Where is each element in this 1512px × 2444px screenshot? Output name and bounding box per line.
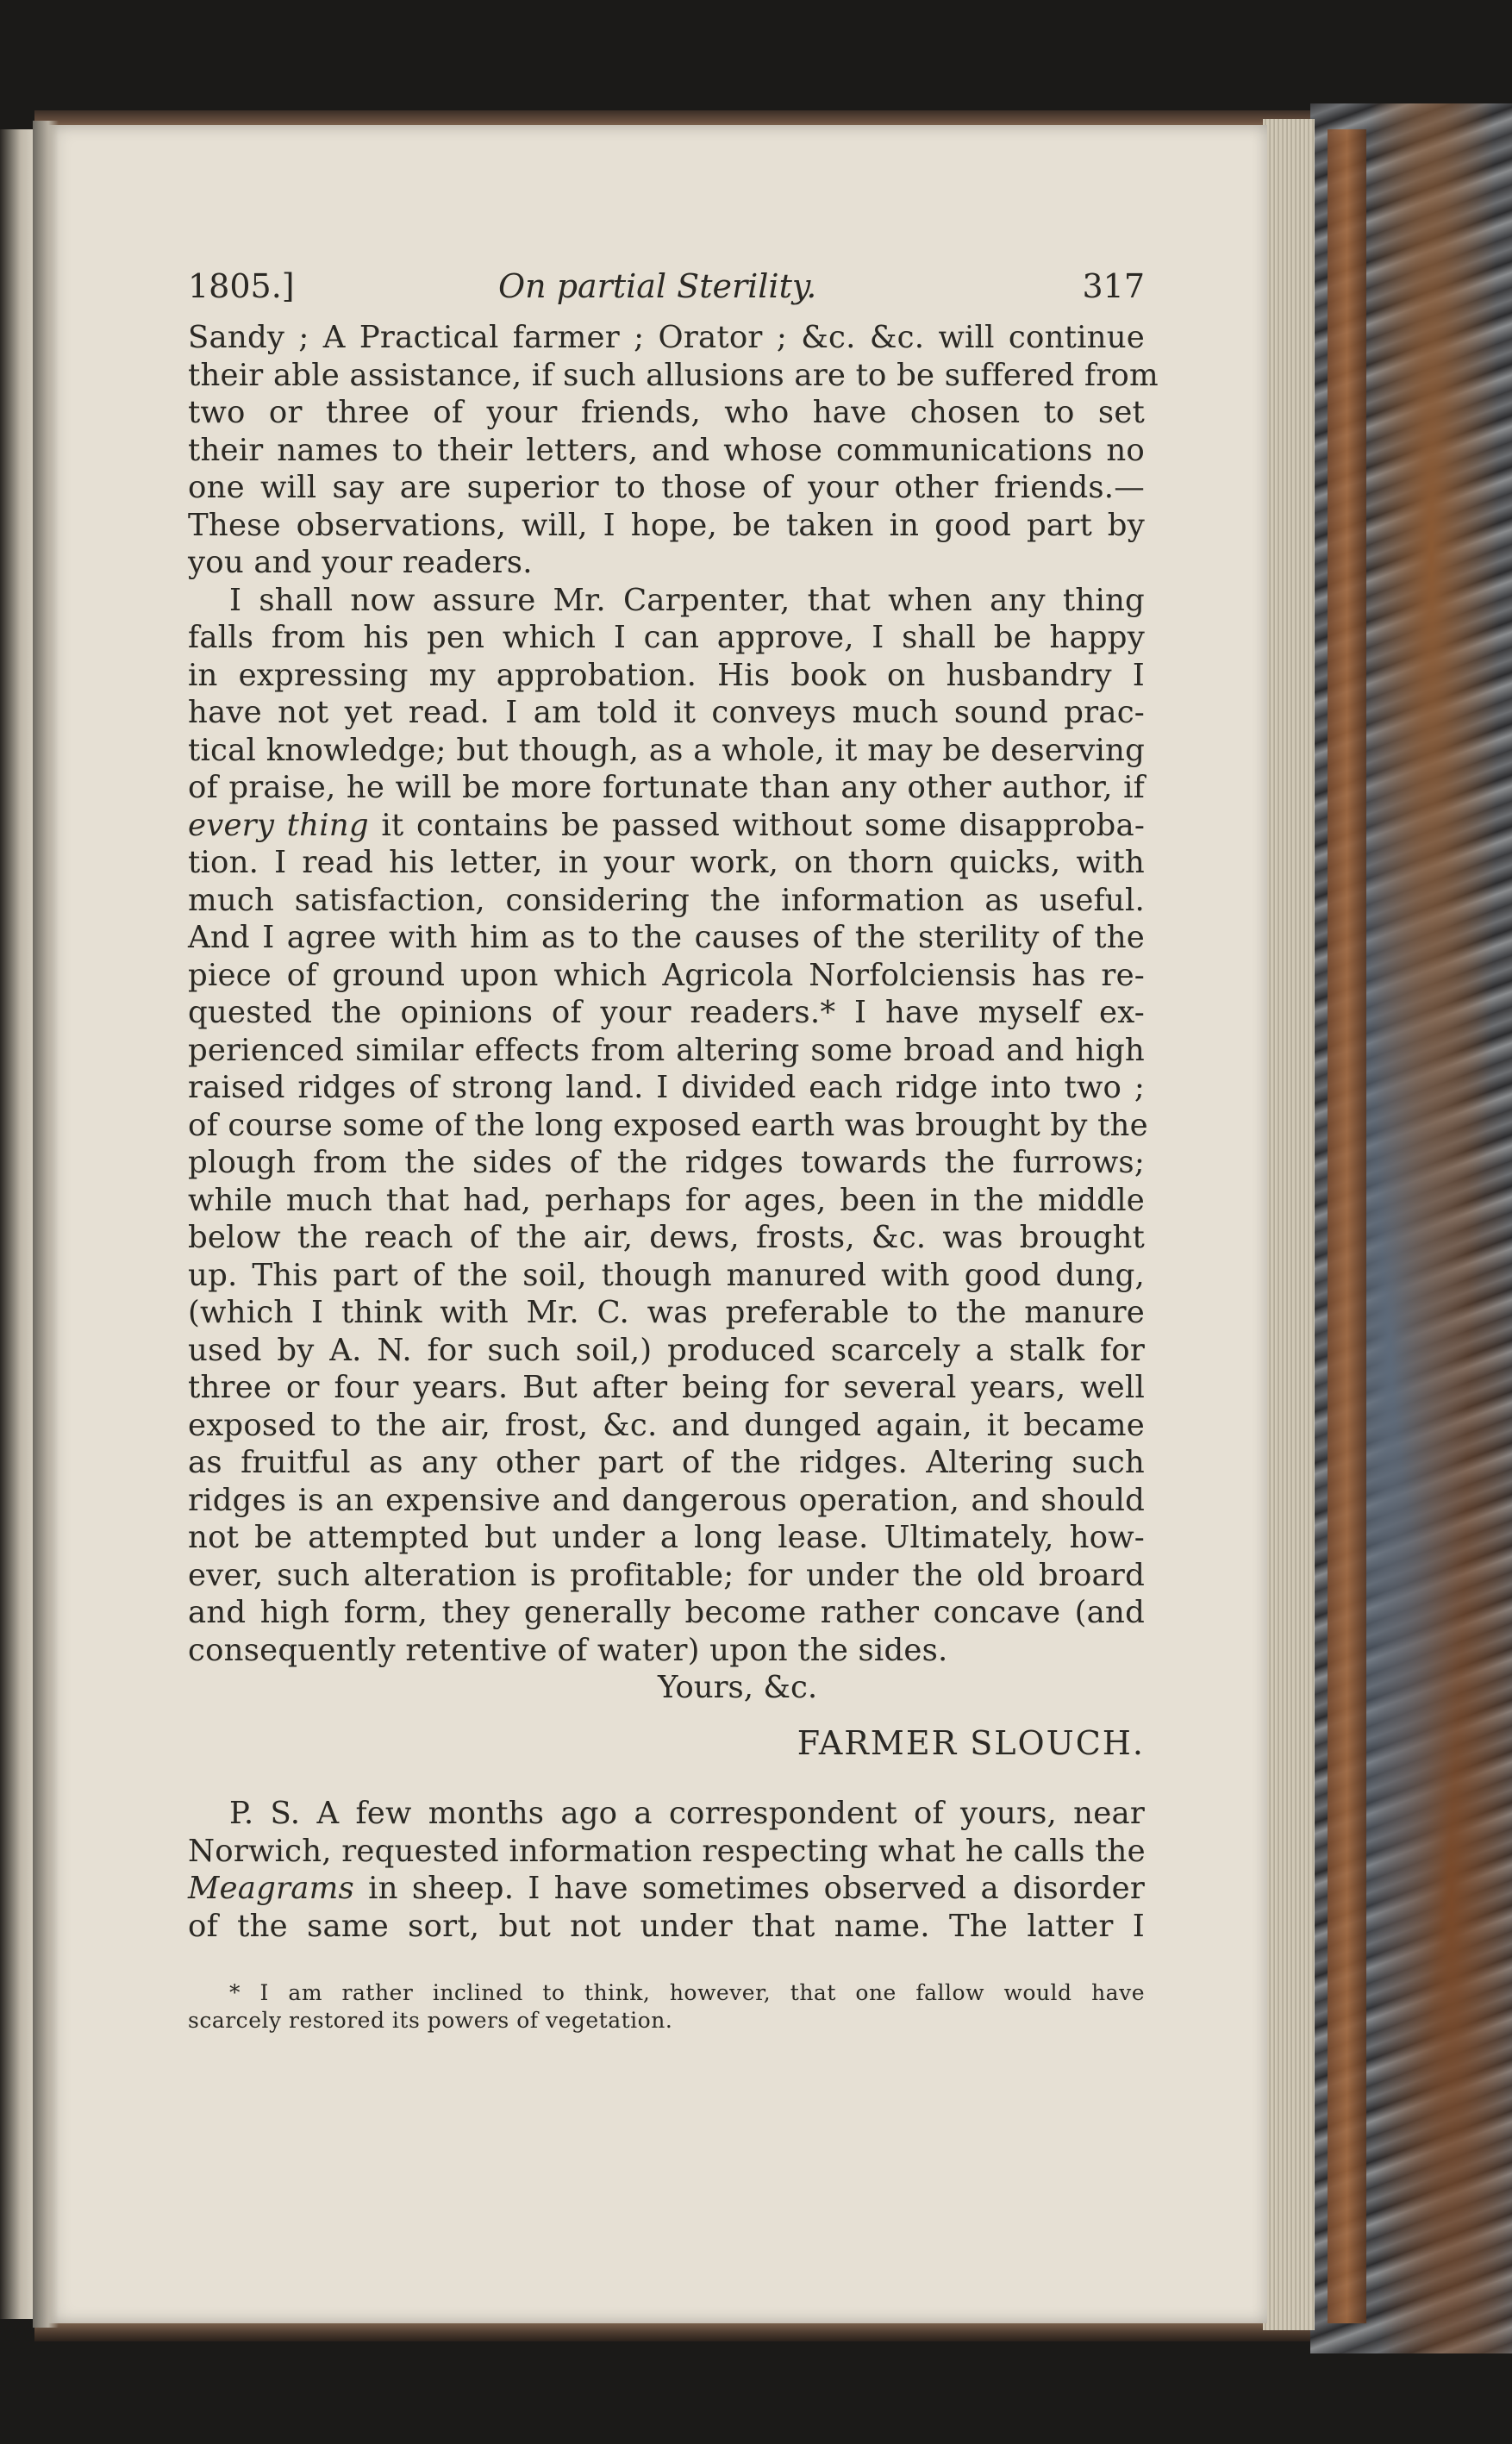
leather-spine-edge [1328,129,1366,2323]
text-line: and high form, they generally become rather concave (and [188,1595,1145,1630]
text-line: (which I think with Mr. C. was preferable to the manure [188,1295,1145,1330]
text-line: used by A. N. for such soil,) produced scarcely a stalk for [188,1332,1145,1368]
text-line: while much that had, perhaps for ages, been in the middle [188,1182,1145,1218]
running-header [188,267,1145,312]
text-fragment: in sheep. I have sometimes observed a disorder [368,1871,1145,1906]
page-text [188,267,1159,2035]
signature: FARMER SLOUCH. [797,1724,1145,1762]
text-fragment: it contains be passed without some disapproba- [381,807,1146,843]
footnote-line: * I am rather inclined to think, however, that one fallow would have [229,1980,1145,2005]
text-line: their able assistance, if such allusions are to be suffered from [188,357,1159,393]
header-title: On partial Sterility. [498,267,817,305]
italic-phrase: every thing [188,807,369,843]
text-line: ridges is an expensive and dangerous operation, and should [188,1482,1145,1518]
text-line: much satisfaction, considering the information as useful. [188,882,1145,918]
text-line: of praise, he will be more fortunate than any other author, if [188,770,1145,805]
postscript [188,1795,1145,1945]
text-line: quested the opinions of your readers.* I have myself ex- [188,995,1145,1030]
text-line: two or three of your friends, who have chosen to set [188,395,1145,430]
text-line: you and your readers. [188,545,533,580]
text-line: falls from his pen which I can approve, I shall be happy [188,620,1145,655]
text-line: not be attempted but under a long lease. Ultimately, how- [188,1520,1145,1555]
facing-page-edge [0,129,34,2319]
text-line: Norwich, requested information respecting what he calls the [188,1833,1146,1869]
paragraph-start: P. S. A few months ago a correspondent of yours, near [229,1796,1145,1831]
text-line: These observations, will, I hope, be taken in good part by [188,507,1145,543]
text-line: consequently retentive of water) upon the sides. [188,1632,948,1668]
text-line: up. This part of the soil, though manured with good dung, [188,1257,1145,1293]
paragraph-start: I shall now assure Mr. Carpenter, that when any thing [229,582,1145,618]
text-line: as fruitful as any other part of the ridges. Altering such [188,1445,1145,1480]
text-line: of course some of the long exposed earth was brought by the [188,1107,1148,1143]
text-line: exposed to the air, frost, &c. and dunged again, it became [188,1407,1145,1443]
text-line [188,807,1145,845]
footnote-line: scarcely restored its powers of vegetation. [188,2008,673,2033]
body-text [188,319,1159,1669]
gutter-shadow [33,121,59,2328]
text-line: three or four years. But after being for several years, well [188,1370,1145,1405]
text-line: tical knowledge; but though, as a whole, it may be deserving [188,732,1145,768]
italic-term: Meagrams [188,1871,354,1906]
text-line: plough from the sides of the ridges towards the furrows; [188,1145,1145,1180]
text-line: ever, such alteration is profitable; for under the old broard [188,1557,1145,1593]
text-line: And I agree with him as to the causes of the sterility of the [188,920,1145,955]
text-line: their names to their letters, and whose communications no [188,432,1145,468]
text-line: tion. I read his letter, in your work, on thorn quicks, with [188,845,1145,880]
text-line: perienced similar effects from altering some broad and high [188,1032,1145,1068]
page-number: 317 [1082,267,1145,305]
footnote [188,1979,1145,2035]
closing: Yours, &c. [658,1670,818,1705]
text-line: raised ridges of strong land. I divided each ridge into two ; [188,1070,1145,1105]
page-stack-edge [1263,119,1315,2330]
text-line: have not yet read. I am told it conveys much sound prac- [188,695,1145,730]
text-line: piece of ground upon which Agricola Norfolciensis has re- [188,957,1145,993]
text-line: below the reach of the air, dews, frosts, &c. was brought [188,1220,1145,1255]
header-year: 1805.] [188,267,295,305]
text-line: in expressing my approbation. His book on husbandry I [188,657,1145,693]
text-line: of the same sort, but not under that name. The latter I [188,1908,1145,1944]
text-line [188,1870,1145,1908]
text-line: Sandy ; A Practical farmer ; Orator ; &c. &c. will continue [188,320,1145,355]
text-line: one will say are superior to those of your other friends.— [188,470,1145,505]
